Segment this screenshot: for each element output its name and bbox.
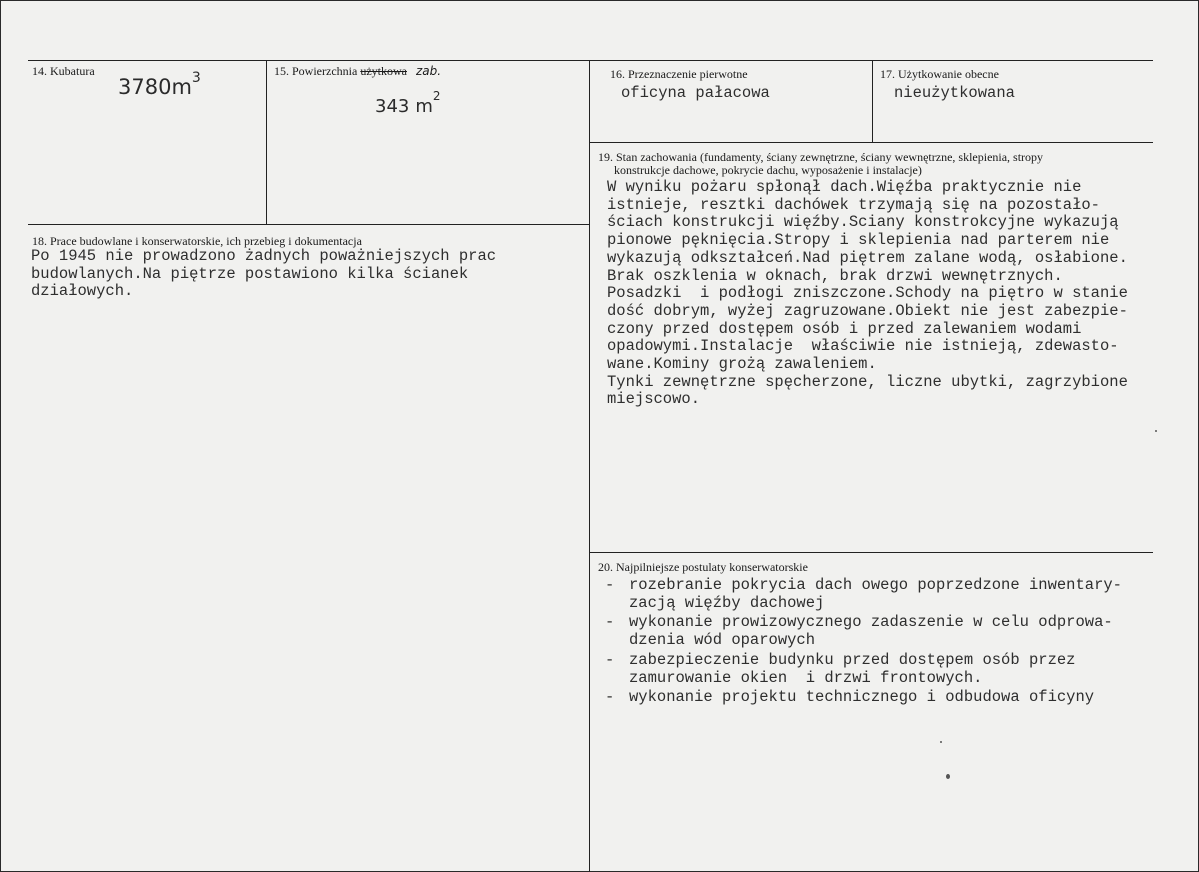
field-18-label: 18. Prace budowlane i konserwatorskie, ich przebieg i dokumentacja [32,234,362,248]
rule-under-16-17 [589,142,1153,143]
area-number: 343 [375,96,410,117]
field-20-label: 20. Najpilniejsze postulaty konserwatorskie [598,560,808,574]
top-rule [28,60,1153,61]
divider-14-15 [266,60,267,224]
field-15-label [274,65,441,78]
list-item-text: wykonanie prowizowycznego zadaszenie w celu odprowa- dzenia wód oparowych [629,613,1113,650]
list-item-text: wykonanie projektu technicznego i odbudowa oficyny [629,688,1095,707]
field-16-value: oficyna pałacowa [621,84,770,102]
list-item-text: zabezpieczenie budynku przed dostępem osób przez zamurowanie okien i drzwi frontowych. [629,650,1076,687]
main-divider [589,60,590,872]
postulates-list [605,577,1122,709]
rule-above-20 [589,552,1153,553]
scan-speck [1155,430,1157,432]
list-item-text: rozebranie pokrycia dach owego poprzedzone inwentary- zacją więźby dachowej [629,576,1122,612]
volume-exponent: 3 [191,70,201,86]
rule-under-14-15 [28,224,589,225]
field-19-label-line1: 19. Stan zachowania (fundamenty, ściany zewnętrzne, ściany wewnętrzne, sklepienia, stropy [598,150,1044,164]
field-15-value [375,89,441,117]
volume-number: 3780 [118,75,172,99]
field-16-label: 16. Przeznaczenie pierwotne [610,67,748,81]
divider-16-17 [872,60,873,142]
field-14-value [118,70,201,99]
scan-speck [946,774,950,779]
list-item: - wykonanie prowizowycznego zadaszenie w celu odprowa- dzenia wód oparowych [605,613,1113,650]
field-17-value: nieużytkowana [894,84,1015,102]
field-17-label: 17. Użytkowanie obecne [880,67,999,81]
field-18-text: Po 1945 nie prowadzono żadnych poważniejszych prac budowlanych.Na piętrze postawiono kilka ścianek działowych. [31,247,497,301]
field-19-label-line2: konstrukcje dachowe, pokrycie dachu, wyposażenie i instalacje) [614,163,922,177]
volume-unit: m [171,75,192,99]
list-item: - rozebranie pokrycia dach owego poprzedzone inwentary- zacją więźby dachowej [605,576,1122,612]
area-exponent: 2 [432,89,441,103]
field-15-label-prefix: 15. Powierzchnia [274,64,361,78]
field-15-handwritten-correction: zab. [415,64,442,78]
field-14-label: 14. Kubatura [32,64,95,78]
scan-speck [940,741,942,743]
field-15-struck-word: użytkowa [360,64,407,78]
list-item: - wykonanie projektu technicznego i odbudowa oficyny [605,688,1095,707]
list-item: - zabezpieczenie budynku przed dostępem osób przez zamurowanie okien i drzwi frontowych. [605,650,1076,687]
field-19-text: W wyniku pożaru spłonął dach.Więźba praktycznie nie istnieje, resztki dachówek trzymają się na pozostało- ściach konstrukcji więźby.Sciany konstrokcyjne wykazują pionowe pęknięcia.Stropy i sklepienia nad parterem nie wykazują odkształceń.Nad piętrem zalane wodą, osłabione. Brak oszklenia w oknach, brak drzwi wewnętrznych. Posadzki i podłogi zniszczone.Schody na piętro w stanie dość dobrym, wyżej zagruzowane.Obiekt nie jest zabezpie- czony przed dostępem osób i przed zalewaniem wodami opadowymi.Instalacje właściwie nie istnieją, zdewasto- wane.Kominy grożą zawaleniem. Tynki zewnętrzne spęcherzone, liczne ubytki, zagrzybione miejscowo. [607,178,1128,409]
area-unit: m [415,96,433,117]
